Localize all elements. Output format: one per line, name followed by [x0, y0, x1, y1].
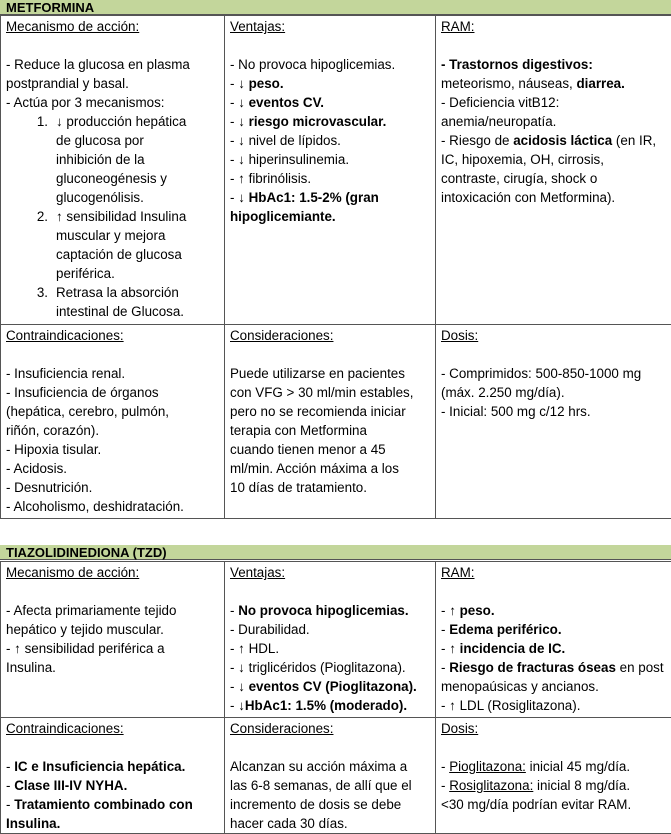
consideracion-line: Alcanzan su acción máxima a [230, 757, 430, 776]
tzd-table [0, 561, 671, 834]
ram-header: RAM: [441, 563, 666, 582]
contraindicacion-line: - Alcoholismo, deshidratación. [6, 497, 219, 516]
dosis-line: <30 mg/día podrían evitar RAM. [441, 795, 666, 814]
ventaja-line: - ↓ HbAc1: 1.5-2% (gran [230, 188, 430, 207]
tzd-contraindicaciones-cell [1, 718, 225, 834]
contraindicacion-line: - Tratamiento combinado con [6, 795, 219, 814]
consideracion-line: cuando tienen menor a 45 [230, 440, 430, 459]
ventaja-line: - ↓HbAc1: 1.5% (moderado). [230, 696, 430, 715]
list-line: periférica. [56, 264, 219, 283]
contraindicacion-line: - Insuficiencia de órganos [6, 383, 219, 402]
mecanismo-item-3 [6, 283, 219, 321]
contraindicacion-line: riñón, corazón). [6, 421, 219, 440]
list-line: inhibición de la [56, 150, 219, 169]
mecanismo-line: Insulina. [6, 658, 219, 677]
mecanismo-item-1 [6, 112, 219, 207]
consideracion-line: 10 días de tratamiento. [230, 478, 430, 497]
consideracion-line: pero no se recomienda iniciar [230, 402, 430, 421]
contraindicaciones-header: Contraindicaciones: [6, 326, 219, 345]
section-title-tzd: TIAZOLIDINEDIONA (TZD) [0, 545, 671, 560]
ram-line: - ↑ LDL (Rosiglitazona). [441, 696, 666, 715]
metformina-contraindicaciones-cell [1, 325, 225, 519]
ventaja-line: - ↓ nivel de lípidos. [230, 131, 430, 150]
consideraciones-header: Consideraciones: [230, 719, 430, 738]
ventajas-header: Ventajas: [230, 563, 430, 582]
list-number: 1. [6, 112, 56, 207]
mecanismo-header: Mecanismo de acción: [6, 17, 219, 36]
ventaja-line: - ↑ fibrinólisis. [230, 169, 430, 188]
ventaja-line: - Durabilidad. [230, 620, 430, 639]
mecanismo-line: - ↑ sensibilidad periférica a [6, 639, 219, 658]
dosis-line: - Comprimidos: 500-850-1000 mg [441, 364, 666, 383]
contraindicacion-line: - Desnutrición. [6, 478, 219, 497]
ventaja-line: hipoglicemiante. [230, 207, 430, 226]
ram-line: - Riesgo de acidosis láctica (en IR, [441, 131, 666, 150]
tzd-dosis-cell [436, 718, 671, 834]
list-line: muscular y mejora [56, 226, 219, 245]
list-line: ↑ sensibilidad Insulina [56, 207, 219, 226]
tzd-ventajas-cell [225, 562, 436, 718]
ram-line: - Deficiencia vitB12: [441, 93, 666, 112]
contraindicacion-line: - Hipoxia tisular. [6, 440, 219, 459]
metformina-ventajas-cell [225, 16, 436, 325]
mecanismo-list [6, 112, 219, 321]
consideracion-line: hacer cada 30 días. [230, 814, 430, 833]
section-title-metformina: METFORMINA [0, 0, 671, 15]
dosis-line: - Pioglitazona: inicial 45 mg/día. [441, 757, 666, 776]
metformina-row-2 [1, 325, 671, 519]
list-line: captación de glucosa [56, 245, 219, 264]
ventaja-line: - No provoca hipoglicemias. [230, 601, 430, 620]
ram-line: - Trastornos digestivos: [441, 55, 666, 74]
consideraciones-header: Consideraciones: [230, 326, 430, 345]
ram-line: - ↑ peso. [441, 601, 666, 620]
metformina-ram-cell [436, 16, 671, 325]
list-line: glucogenólisis. [56, 188, 219, 207]
list-line: gluconeogénesis y [56, 169, 219, 188]
list-number: 3. [6, 283, 56, 321]
metformina-dosis-cell [436, 325, 671, 519]
ventaja-line: - ↓ eventos CV. [230, 93, 430, 112]
dosis-line: - Inicial: 500 mg c/12 hrs. [441, 402, 666, 421]
tzd-consideraciones-cell [225, 718, 436, 834]
consideracion-line: Puede utilizarse en pacientes [230, 364, 430, 383]
contraindicaciones-header: Contraindicaciones: [6, 719, 219, 738]
ram-header: RAM: [441, 17, 666, 36]
dosis-line: - Rosiglitazona: inicial 8 mg/día. [441, 776, 666, 795]
ram-line: IC, hipoxemia, OH, cirrosis, [441, 150, 666, 169]
contraindicacion-line: Insulina. [6, 814, 219, 833]
ventaja-line: - ↓ eventos CV (Pioglitazona). [230, 677, 430, 696]
consideracion-line: incremento de dosis se debe [230, 795, 430, 814]
tzd-row-2 [1, 718, 671, 834]
metformina-row-1 [1, 16, 671, 325]
mecanismo-item-2 [6, 207, 219, 283]
tzd-mecanismo-cell [1, 562, 225, 718]
mecanismo-line: - Actúa por 3 mecanismos: [6, 93, 219, 112]
metformina-consideraciones-cell [225, 325, 436, 519]
ventaja-line: - ↓ peso. [230, 74, 430, 93]
metformina-mecanismo-cell [1, 16, 225, 325]
contraindicacion-line: (hepática, cerebro, pulmón, [6, 402, 219, 421]
ventaja-line: - ↓ riesgo microvascular. [230, 112, 430, 131]
ventajas-header: Ventajas: [230, 17, 430, 36]
ram-line: anemia/neuropatía. [441, 112, 666, 131]
list-line: intestinal de Glucosa. [56, 302, 219, 321]
mecanismo-line: hepático y tejido muscular. [6, 620, 219, 639]
consideracion-line: las 6-8 semanas, de allí que el [230, 776, 430, 795]
list-line: Retrasa la absorción [56, 283, 219, 302]
contraindicacion-line: - Acidosis. [6, 459, 219, 478]
ram-line: menopaúsicas y ancianos. [441, 677, 666, 696]
ram-line: - Edema periférico. [441, 620, 666, 639]
tzd-ram-cell [436, 562, 671, 718]
ram-line: intoxicación con Metformina). [441, 188, 666, 207]
ventaja-line: - ↓ hiperinsulinemia. [230, 150, 430, 169]
mecanismo-line: - Reduce la glucosa en plasma [6, 55, 219, 74]
ram-line: contraste, cirugía, shock o [441, 169, 666, 188]
dosis-header: Dosis: [441, 719, 666, 738]
ventaja-line: - ↑ HDL. [230, 639, 430, 658]
ram-line: - ↑ incidencia de IC. [441, 639, 666, 658]
ram-line: meteorismo, náuseas, diarrea. [441, 74, 666, 93]
tzd-row-1 [1, 562, 671, 718]
dosis-header: Dosis: [441, 326, 666, 345]
mecanismo-line: postprandial y basal. [6, 74, 219, 93]
contraindicacion-line: - Clase III-IV NYHA. [6, 776, 219, 795]
consideracion-line: ml/min. Acción máxima a los [230, 459, 430, 478]
mecanismo-header: Mecanismo de acción: [6, 563, 219, 582]
list-line: ↓ producción hepática [56, 112, 219, 131]
ram-line: - Riesgo de fracturas óseas en post [441, 658, 666, 677]
mecanismo-line: - Afecta primariamente tejido [6, 601, 219, 620]
ventaja-line: - No provoca hipoglicemias. [230, 55, 430, 74]
consideracion-line: con VFG > 30 ml/min estables, [230, 383, 430, 402]
dosis-line: (máx. 2.250 mg/día). [441, 383, 666, 402]
contraindicacion-line: - Insuficiencia renal. [6, 364, 219, 383]
list-number: 2. [6, 207, 56, 283]
contraindicacion-line: - IC e Insuficiencia hepática. [6, 757, 219, 776]
consideracion-line: terapia con Metformina [230, 421, 430, 440]
ventaja-line: - ↓ triglicéridos (Pioglitazona). [230, 658, 430, 677]
metformina-table [0, 15, 671, 519]
list-line: de glucosa por [56, 131, 219, 150]
